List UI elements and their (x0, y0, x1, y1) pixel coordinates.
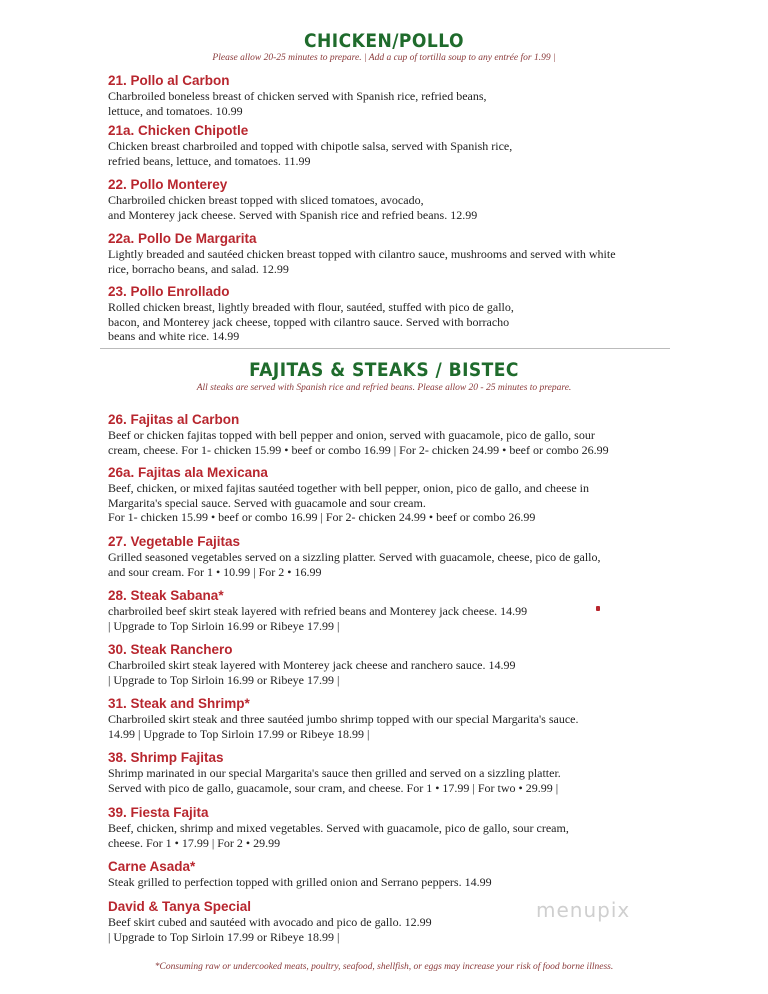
item-name: 23. Pollo Enrollado (108, 284, 230, 299)
menu-item (108, 533, 678, 579)
menu-item (108, 230, 678, 276)
section-note-fajitas: All steaks are served with Spanish rice and refried beans. Please allow 20 - 25 minutes to prepare. (196, 383, 572, 393)
menu-item (108, 72, 678, 118)
item-description: Beef, chicken, shrimp and mixed vegetables. Served with guacamole, pico de gallo, sour cream, cheese. For 1 • 17.99 | For 2 • 29.99 (108, 821, 569, 850)
watermark: menupix (536, 898, 631, 922)
item-name: Carne Asada* (108, 859, 196, 874)
item-name: 22. Pollo Monterey (108, 177, 228, 192)
item-description: Beef, chicken, or mixed fajitas sautéed together with bell pepper, onion, pico de gallo, and cheese in Margarita's special sauce. Served with guacamole and sour cream. For 1- chicken 15.99 • beef or combo 16.99 | For 2- chicken 24.99 • beef or combo 26.99 (108, 481, 590, 524)
menu-item (108, 804, 678, 850)
section-note-chicken: Please allow 20-25 minutes to prepare. | Add a cup of tortilla soup to any entrée for 1.99 | (212, 53, 556, 63)
item-description: Charbroiled chicken breast topped with sliced tomatoes, avocado, and Monterey jack cheese. Served with Spanish rice and refried beans. 12.99 (108, 193, 478, 222)
item-description: Steak grilled to perfection topped with grilled onion and Serrano peppers. 14.99 (108, 875, 492, 889)
menu-item (108, 283, 678, 344)
item-name: 26a. Fajitas ala Mexicana (108, 465, 268, 480)
item-name: 30. Steak Ranchero (108, 642, 233, 657)
item-name: 22a. Pollo De Margarita (108, 231, 257, 246)
item-name: 39. Fiesta Fajita (108, 805, 209, 820)
section-title-fajitas: FAJITAS & STEAKS / BISTEC (249, 359, 519, 381)
health-disclaimer: *Consuming raw or undercooked meats, poultry, seafood, shellfish, or eggs may increase your risk of food borne illness. (154, 962, 614, 972)
menu-item (108, 176, 678, 222)
section-divider (100, 348, 670, 349)
section-title-chicken: CHICKEN/POLLO (304, 30, 464, 52)
item-name: 28. Steak Sabana* (108, 588, 224, 603)
item-description: Beef or chicken fajitas topped with bell pepper and onion, served with guacamole, pico de gallo, sour cream, cheese. For 1- chicken 15.99 • beef or combo 16.99 | For 2- chicken 24.99 • beef or combo 26.99 (108, 428, 609, 457)
menu-item (108, 587, 678, 633)
item-description: Charbroiled skirt steak layered with Monterey jack cheese and ranchero sauce. 14.99 | Upgrade to Top Sirloin 16.99 or Ribeye 17.99 | (108, 658, 516, 687)
item-name: 21a. Chicken Chipotle (108, 123, 249, 138)
item-description: Lightly breaded and sautéed chicken breast topped with cilantro sauce, mushrooms and served with white rice, borracho beans, and salad. 12.99 (108, 247, 616, 276)
item-description: Rolled chicken breast, lightly breaded with flour, sautéed, stuffed with pico de gallo, bacon, and Monterey jack cheese, topped with cilantro sauce. Served with borracho beans and white rice. 14.99 (108, 300, 514, 343)
item-description: charbroiled beef skirt steak layered with refried beans and Monterey jack cheese. 14.99 | Upgrade to Top Sirloin 16.99 or Ribeye 17.99 | (108, 604, 528, 633)
menu-item (108, 858, 678, 890)
item-name: David & Tanya Special (108, 899, 252, 914)
item-description: Shrimp marinated in our special Margarita's sauce then grilled and served on a sizzling platter. Served with pico de gallo, guacamole, sour cram, and cheese. For 1 • 17.99 | For two • 29.99 | (108, 766, 561, 795)
item-description: Charbroiled boneless breast of chicken served with Spanish rice, refried beans, lettuce, and tomatoes. 10.99 (108, 89, 487, 118)
item-name: 21. Pollo al Carbon (108, 73, 230, 88)
item-name: 27. Vegetable Fajitas (108, 534, 241, 549)
item-description: Charbroiled skirt steak and three sautéed jumbo shrimp topped with our special Margarita's sauce. 14.99 | Upgrade to Top Sirloin 17.99 or Ribeye 18.99 | (108, 712, 579, 741)
item-name: 26. Fajitas al Carbon (108, 412, 240, 427)
decorative-dot (596, 606, 600, 611)
menu-item (108, 641, 678, 687)
menu-item (108, 411, 678, 457)
item-description: Beef skirt cubed and sautéed with avocado and pico de gallo. 12.99 | Upgrade to Top Sirloin 17.99 or Ribeye 18.99 | (108, 915, 432, 944)
menu-item (108, 122, 678, 168)
item-description: Grilled seasoned vegetables served on a sizzling platter. Served with guacamole, cheese, pico de gallo, and sour cream. For 1 • 10.99 | For 2 • 16.99 (108, 550, 601, 579)
menu-item (108, 464, 678, 525)
item-description: Chicken breast charbroiled and topped with chipotle salsa, served with Spanish rice, refried beans, lettuce, and tomatoes. 11.99 (108, 139, 513, 168)
item-name: 31. Steak and Shrimp* (108, 696, 250, 711)
menu-item (108, 749, 678, 795)
menu-item (108, 695, 678, 741)
item-name: 38. Shrimp Fajitas (108, 750, 224, 765)
